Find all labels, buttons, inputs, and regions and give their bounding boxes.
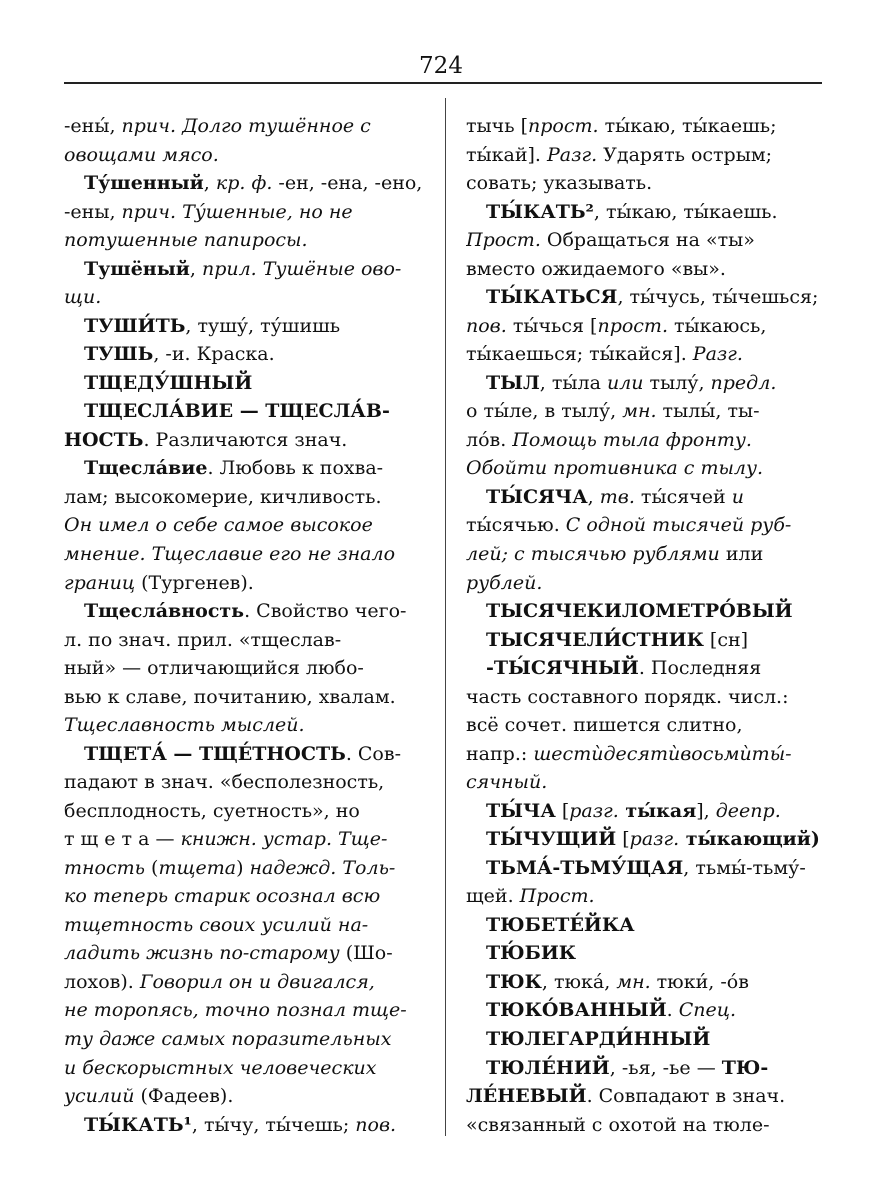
text-line <box>64 397 422 426</box>
body-text: (Тургенев). <box>135 571 254 594</box>
body-text: тюки́, -о́в <box>650 970 749 993</box>
body-text: -ен, -ена, -ено, <box>272 172 422 195</box>
body-text: , ты́каю, ты́каешь. <box>593 200 778 223</box>
italic-text: пов. <box>466 314 507 337</box>
text-line <box>64 198 422 227</box>
body-text: , ты́чу, ты́чешь; <box>191 1113 356 1136</box>
italic-text: границ <box>64 571 136 594</box>
text-line <box>64 169 422 198</box>
body-text: , ты́чусь, ты́чешься; <box>617 286 819 309</box>
text-line <box>466 740 822 769</box>
header-rule <box>64 82 822 84</box>
text-line <box>466 854 822 883</box>
italic-text: прост. <box>597 314 668 337</box>
italic-text: лей; с тысячью рублями <box>466 542 720 565</box>
body-text: или <box>719 542 764 565</box>
italic-text: Обойти противника с тылу. <box>466 457 764 480</box>
body-text: ты́сячей <box>634 485 732 508</box>
body-text: (Фадеев). <box>134 1085 234 1108</box>
body-text: [ <box>616 828 630 851</box>
body-text: напр.: <box>466 742 534 765</box>
body-text: щей. <box>466 885 520 908</box>
body-text: т щ е т а — <box>64 828 181 851</box>
body-text: , -и. Краска. <box>153 343 275 366</box>
body-text: бесплодность, суетность», но <box>64 799 360 822</box>
italic-text: овощами мясо. <box>64 143 219 166</box>
italic-text: Прост. <box>519 885 595 908</box>
headword-text: ТЫСЯЧЕКИЛОМЕТРО́ВЫЙ <box>486 600 793 623</box>
body-text: ты́чься [ <box>506 314 598 337</box>
text-line <box>466 483 822 512</box>
body-text: ло́в. <box>466 428 513 451</box>
italic-text: шестѝдесятѝвосьмѝты́- <box>533 742 792 765</box>
italic-text: ту даже самых поразительных <box>64 1028 392 1050</box>
text-line <box>64 939 422 968</box>
body-text: лам; высокомерие, кичливость. <box>64 485 382 508</box>
italic-text: предл. <box>710 371 777 394</box>
body-text: , тушу́, ту́шишь <box>185 314 341 337</box>
body-text: всё сочет. пишется слитно, <box>466 714 743 737</box>
body-text: , <box>203 172 216 195</box>
italic-text: Разг. <box>547 143 598 166</box>
italic-text: или <box>606 371 644 394</box>
text-line <box>64 911 422 940</box>
italic-text: разг. <box>569 799 619 822</box>
text-line <box>64 454 422 483</box>
body-text: . Любовь к похва- <box>207 457 384 480</box>
headword-text: ТЮЛЕ́НИЙ <box>486 1056 610 1079</box>
italic-text: щи. <box>64 286 102 309</box>
text-line <box>466 882 822 911</box>
italic-text: потушенные папиросы. <box>64 229 308 252</box>
text-line <box>466 1054 822 1083</box>
italic-text: рублей. <box>466 571 543 594</box>
italic-text: пов. <box>355 1113 397 1136</box>
text-line <box>64 1054 422 1083</box>
body-text: тылу́, <box>643 371 711 394</box>
body-text: (Шо- <box>339 942 393 965</box>
body-text: , -ья, -ье — <box>609 1056 722 1079</box>
body-text: . Сов- <box>345 742 401 765</box>
italic-text: и <box>731 485 744 508</box>
italic-text: разг. <box>629 828 680 851</box>
text-line <box>64 882 422 911</box>
body-text: , тьмы́-тьму́- <box>683 856 806 879</box>
body-text: . Различаются знач. <box>143 428 348 451</box>
column-divider <box>445 98 446 1136</box>
text-line <box>64 626 422 655</box>
body-text: «связанный с охотой на тюле- <box>466 1113 770 1136</box>
body-text: ты́каешься; ты́кайся]. <box>466 343 693 366</box>
italic-text: прил. Тушёные ово- <box>201 257 402 280</box>
body-text: -ены, <box>64 200 122 223</box>
italic-text: тщета <box>158 856 237 879</box>
text-line <box>64 283 422 312</box>
body-text: , тюка́, <box>541 970 617 993</box>
text-line <box>64 996 422 1025</box>
body-text: , <box>587 485 600 508</box>
text-line <box>64 569 422 598</box>
text-line <box>64 968 422 997</box>
text-line <box>466 911 822 940</box>
headword-text: ТУШИ́ТЬ <box>84 314 186 337</box>
text-line <box>466 426 822 455</box>
text-line <box>64 312 422 341</box>
text-line <box>466 996 822 1025</box>
italic-text: Он имел о себе самое высокое <box>64 514 373 537</box>
text-line <box>64 711 422 740</box>
body-text: тычь [ <box>466 115 528 137</box>
body-text: . <box>666 999 679 1022</box>
italic-text: тность <box>64 856 145 879</box>
text-line <box>466 654 822 683</box>
headword-text: ТЮБЕТЕ́ЙКА <box>486 913 635 936</box>
text-line <box>64 825 422 854</box>
italic-text: прост. <box>528 115 599 137</box>
body-text: тылы́, ты- <box>656 400 760 423</box>
headword-text: ТЮЛЕГАРДИ́ННЫЙ <box>486 1028 711 1050</box>
body-text: [сн] <box>703 628 749 651</box>
text-line <box>466 968 822 997</box>
text-line <box>466 683 822 712</box>
italic-text: прич. Долго тушённое с <box>121 115 371 137</box>
italic-text: ладить жизнь по-старому <box>64 942 340 965</box>
text-line <box>64 226 422 255</box>
italic-text: мнение. Тщеславие его не знало <box>64 542 396 565</box>
headword-text: ТЮ- <box>721 1056 769 1079</box>
italic-text: сячный. <box>466 771 548 794</box>
body-text: л. по знач. прил. «тщеслав- <box>64 628 342 651</box>
text-line <box>64 141 422 170</box>
text-line <box>64 112 422 141</box>
body-text: ты́каю, ты́каешь; <box>598 115 777 137</box>
italic-text: Тщеславность мыслей. <box>64 714 305 737</box>
italic-text: кр. ф. <box>215 172 273 195</box>
body-text: Ударять острым; <box>597 143 773 166</box>
headword-text: Тушёный <box>84 257 190 280</box>
italic-text: Спец. <box>678 999 737 1022</box>
body-text: . Совпадают в знач. <box>586 1085 786 1108</box>
headword-text: ТЫЛ <box>486 371 540 394</box>
body-text: [ <box>555 799 570 822</box>
body-text: ный» — отличающийся любо- <box>64 657 364 680</box>
italic-text: усилий <box>64 1085 135 1108</box>
text-line <box>466 283 822 312</box>
text-line <box>466 1025 822 1054</box>
italic-text: деепр. <box>715 799 781 822</box>
headword-text: ты́кая <box>618 799 697 822</box>
text-line <box>466 312 822 341</box>
text-line <box>64 797 422 826</box>
text-line <box>64 683 422 712</box>
italic-text: прич. Ту́шенные, но не <box>121 200 353 223</box>
body-text: ( <box>144 856 159 879</box>
body-text: ], <box>696 799 716 822</box>
text-line <box>466 169 822 198</box>
headword-text: ТЩЕДУ́ШНЫЙ <box>84 371 253 394</box>
text-line <box>466 112 822 141</box>
body-text: , <box>189 257 202 280</box>
italic-text: Разг. <box>692 343 743 366</box>
body-text: о ты́ле, в тылу́, <box>466 400 623 423</box>
italic-text: не торопясь, точно познал тще- <box>64 999 407 1022</box>
text-line <box>466 1111 822 1140</box>
headword-text: ТЫ́КАТЬСЯ <box>486 286 618 309</box>
body-text: совать; указывать. <box>466 172 653 195</box>
text-line <box>466 1082 822 1111</box>
text-line <box>466 597 822 626</box>
text-line <box>64 654 422 683</box>
text-line <box>466 141 822 170</box>
body-text: , ты́ла <box>539 371 607 394</box>
text-line <box>466 711 822 740</box>
headword-text: ТЫ́СЯЧА <box>486 485 588 508</box>
headword-text: Ту́шенный <box>84 172 204 195</box>
text-line <box>466 540 822 569</box>
italic-text: мн. <box>622 400 657 423</box>
text-line <box>466 198 822 227</box>
text-line <box>466 340 822 369</box>
text-line <box>64 483 422 512</box>
headword-text: Тщесла́вие <box>84 457 208 480</box>
text-line <box>64 1111 422 1140</box>
headword-text: ТЫ́ЧУЩИЙ <box>486 828 617 851</box>
text-line <box>64 854 422 883</box>
body-text: вместо ожидаемого «вы». <box>466 257 726 280</box>
text-line <box>64 768 422 797</box>
body-text: . Свойство чего- <box>244 600 407 623</box>
italic-text: Говорил он и двигался, <box>139 970 375 993</box>
text-line <box>466 226 822 255</box>
text-line <box>466 397 822 426</box>
text-line <box>64 369 422 398</box>
text-line <box>466 511 822 540</box>
italic-text: тв. <box>599 485 635 508</box>
text-line <box>466 369 822 398</box>
body-text: ) <box>236 856 250 879</box>
headword-text: ТЫСЯЧЕЛИ́СТНИК <box>486 628 704 651</box>
text-line <box>64 511 422 540</box>
text-line <box>466 626 822 655</box>
italic-text: ко теперь старик осознал всю <box>64 885 381 908</box>
headword-text: ТЮ́БИК <box>486 942 577 965</box>
body-text: . Последняя <box>638 657 762 680</box>
headword-text: ТЮКО́ВАННЫЙ <box>486 999 667 1022</box>
italic-text: мн. <box>616 970 651 993</box>
headword-text: -ТЫ́СЯЧНЫЙ <box>486 657 639 680</box>
text-line <box>64 426 422 455</box>
headword-text: ты́кающий) <box>679 828 820 851</box>
text-line <box>466 454 822 483</box>
headword-text: ТЫ́КАТЬ¹ <box>84 1113 192 1136</box>
headword-text: ТЫ́КАТЬ² <box>486 200 594 223</box>
page-number: 724 <box>419 53 463 79</box>
body-text: вью к славе, почитанию, хвалам. <box>64 685 396 708</box>
body-text: лохов). <box>64 970 140 993</box>
headword-text: ТЬМА́-ТЬМУ́ЩАЯ <box>486 856 684 879</box>
left-column <box>64 112 422 1139</box>
text-line <box>466 255 822 284</box>
body-text: падают в знач. «бесполезность, <box>64 771 385 794</box>
body-text: ты́кай]. <box>466 143 547 166</box>
body-text: -ены́, <box>64 115 122 137</box>
italic-text: Помощь тыла фронту. <box>512 428 752 451</box>
headword-text: ЛЕ́НЕВЫЙ <box>466 1085 587 1108</box>
body-text: часть составного порядк. числ.: <box>466 685 789 708</box>
italic-text: надежд. Толь- <box>249 856 396 879</box>
text-line <box>466 768 822 797</box>
text-line <box>466 797 822 826</box>
text-line <box>466 825 822 854</box>
headword-text: НОСТЬ <box>64 428 144 451</box>
body-text: ты́сячью. <box>466 514 566 537</box>
italic-text: С одной тысячей руб- <box>565 514 792 537</box>
body-text: Обращаться на «ты» <box>540 229 755 252</box>
text-line <box>64 597 422 626</box>
text-line <box>64 540 422 569</box>
right-column <box>466 112 822 1139</box>
headword-text: ТУШЬ <box>84 343 154 366</box>
text-line <box>466 569 822 598</box>
headword-text: Тщесла́вность <box>84 600 245 623</box>
italic-text: тщетность своих усилий на- <box>64 913 369 936</box>
text-line <box>466 939 822 968</box>
text-line <box>64 340 422 369</box>
italic-text: книжн. устар. Тще- <box>180 828 388 851</box>
text-line <box>64 740 422 769</box>
text-line <box>64 255 422 284</box>
italic-text: и бескорыстных человеческих <box>64 1056 377 1079</box>
text-line <box>64 1082 422 1111</box>
text-line <box>64 1025 422 1054</box>
headword-text: ТЩЕТА́ — ТЩЕ́ТНОСТЬ <box>84 742 346 765</box>
body-text: ты́каюсь, <box>668 314 767 337</box>
headword-text: ТЩЕСЛА́ВИЕ — ТЩЕСЛА́В- <box>84 400 390 423</box>
headword-text: ТЫ́ЧА <box>486 799 556 822</box>
headword-text: ТЮК <box>486 970 542 993</box>
italic-text: Прост. <box>466 229 541 252</box>
